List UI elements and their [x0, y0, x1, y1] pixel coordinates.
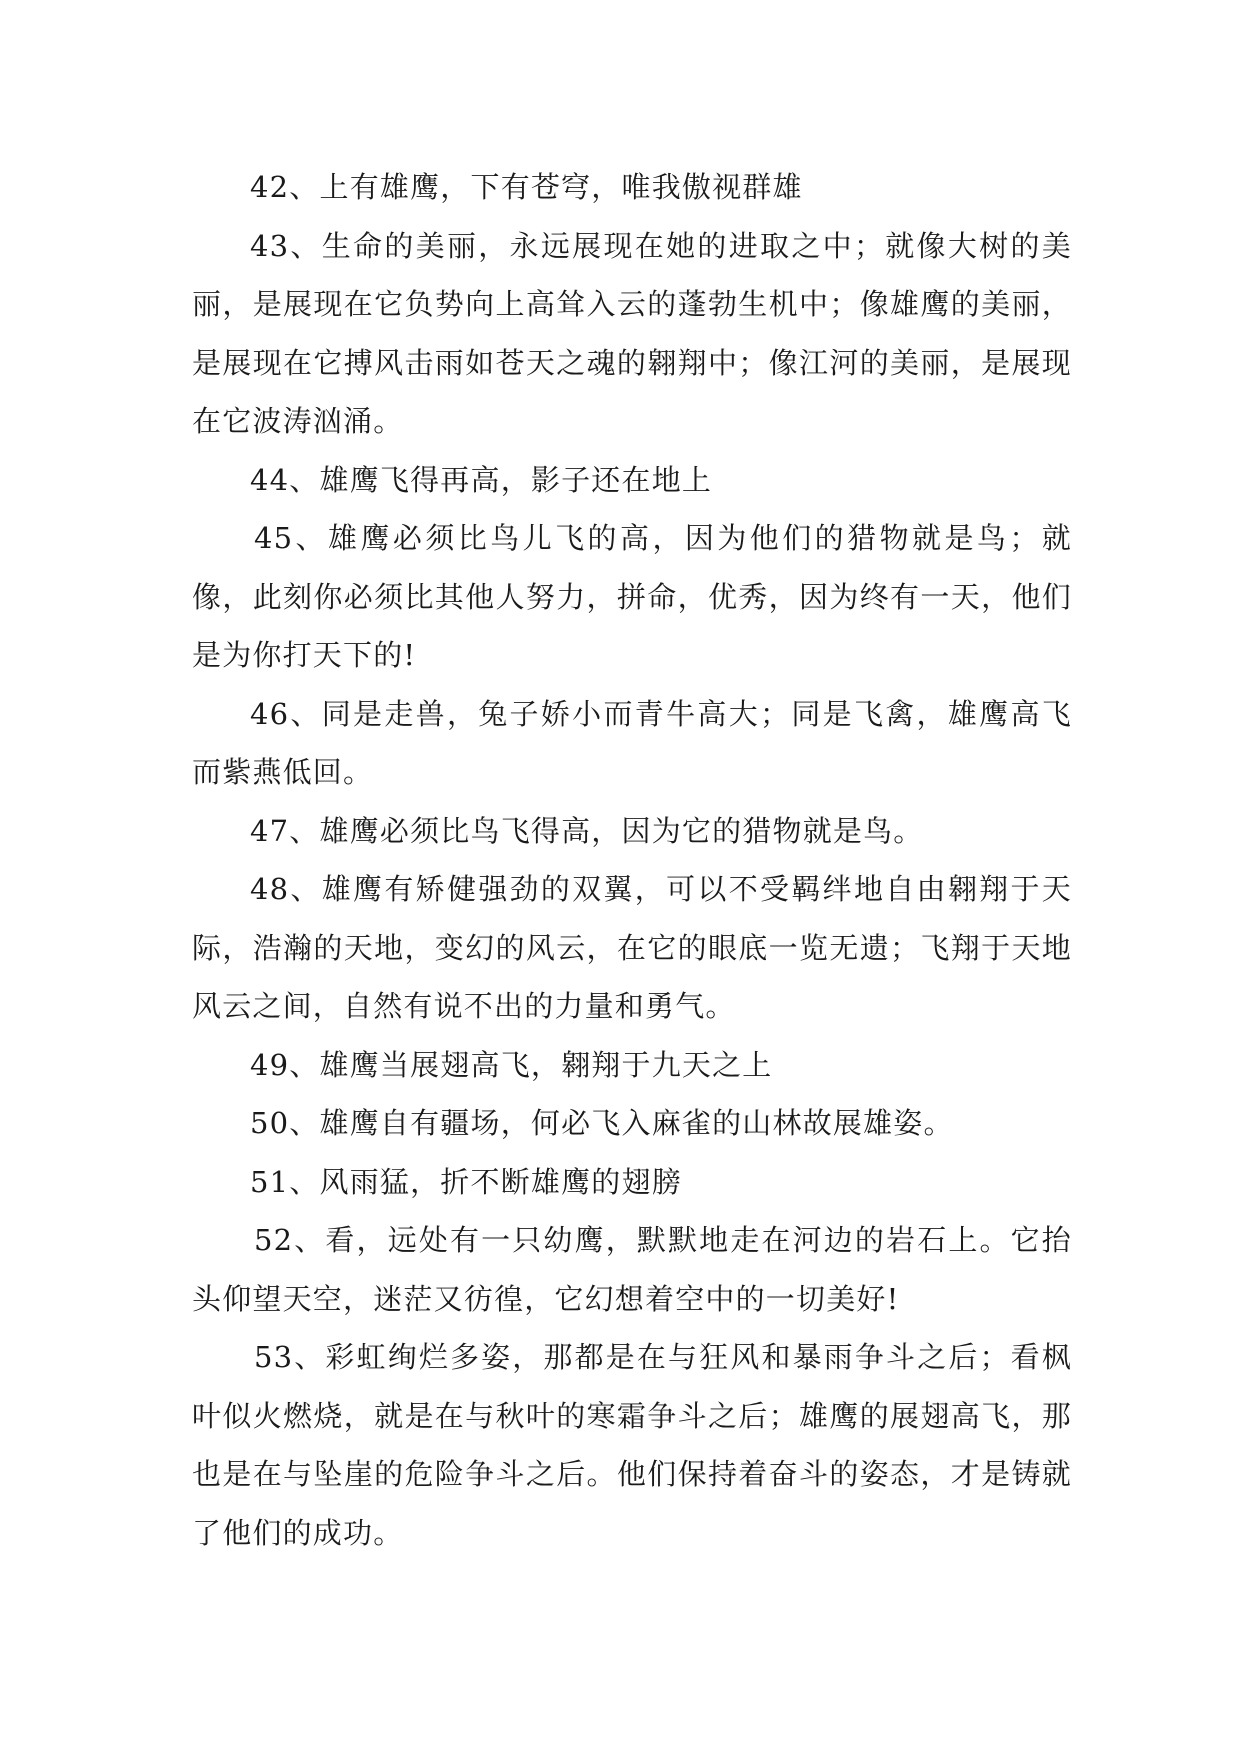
paragraph-46: 46、同是走兽，兔子娇小而青牛高大；同是飞禽，雄鹰高飞而紫燕低回。	[192, 696, 1072, 789]
document-body	[192, 158, 1072, 1562]
paragraph-49: 49、雄鹰当展翅高飞，翱翔于九天之上	[250, 1047, 773, 1082]
paragraph-45: 45、雄鹰必须比鸟儿飞的高，因为他们的猎物就是鸟；就像，此刻你必须比其他人努力，拼命，优秀，因为终有一天，他们是为你打天下的!	[192, 521, 1072, 672]
paragraph-53: 53、彩虹绚烂多姿，那都是在与狂风和暴雨争斗之后；看枫叶似火燃烧，就是在与秋叶的寒霜争斗之后；雄鹰的展翅高飞，那也是在与坠崖的危险争斗之后。他们保持着奋斗的姿态，才是铸就了他们的成功。	[192, 1340, 1072, 1550]
paragraph-51: 51、风雨猛，折不断雄鹰的翅膀	[250, 1164, 682, 1199]
paragraph-52: 52、看，远处有一只幼鹰，默默地走在河边的岩石上。它抬头仰望天空，迷茫又彷徨，它幻想着空中的一切美好!	[192, 1223, 1072, 1316]
paragraph-43: 43、生命的美丽，永远展现在她的进取之中；就像大树的美丽，是展现在它负势向上高耸入云的蓬勃生机中；像雄鹰的美丽，是展现在它搏风击雨如苍天之魂的翱翔中；像江河的美丽，是展现在它波涛汹涌。	[192, 228, 1072, 438]
paragraph-44: 44、雄鹰飞得再高，影子还在地上	[250, 462, 713, 497]
paragraph-48: 48、雄鹰有矫健强劲的双翼，可以不受羁绊地自由翱翔于天际，浩瀚的天地，变幻的风云，在它的眼底一览无遗；飞翔于天地风云之间，自然有说不出的力量和勇气。	[192, 872, 1072, 1023]
paragraph-42: 42、上有雄鹰，下有苍穹，唯我傲视群雄	[250, 170, 803, 204]
paragraph-50: 50、雄鹰自有疆场，何必飞入麻雀的山林故展雄姿。	[250, 1106, 954, 1140]
paragraph-47: 47、雄鹰必须比鸟飞得高，因为它的猎物就是鸟。	[250, 813, 924, 848]
